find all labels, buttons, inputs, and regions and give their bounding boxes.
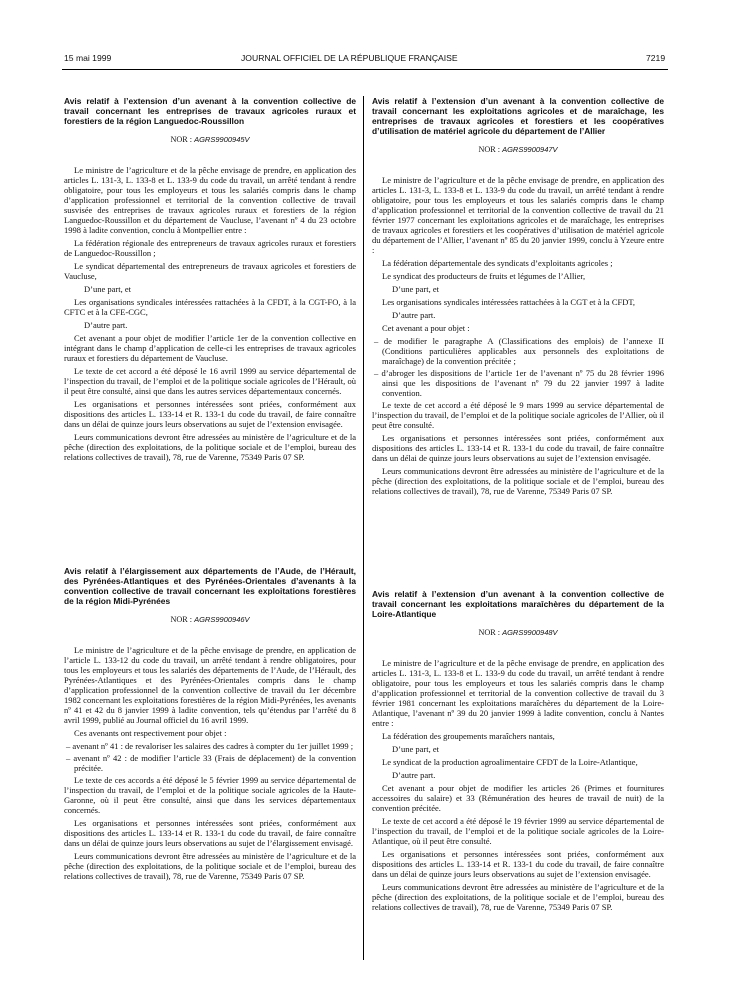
paragraph: La fédération des groupements maraîchers nantais, — [382, 731, 555, 741]
notice-body — [372, 175, 664, 496]
paragraph: D’une part, et — [392, 744, 439, 754]
notice-article — [372, 96, 664, 556]
paragraph: Leurs communications devront être adressées au ministère de l’agriculture et de la pêche (direction des exploitations, de la politique sociale et de l’emploi, bureau des relations collectives de travail), 78, rue de Varenne, 75349 Paris 07 SP. — [372, 882, 664, 912]
paragraph: Les organisations et personnes intéressées sont priées, conformément aux dispositions des articles L. 133-14 et R. 133-1 du code du travail, de faire connaître dans un délai de quinze jours leurs observations au sujet de l’extension envisagée. — [372, 849, 664, 879]
nor-code: AGRS9900945V — [194, 135, 250, 144]
paragraph: Le texte de cet accord a été déposé le 9 mars 1999 au service départemental de l’inspection du travail, de l’emploi et de la politique sociale agricoles de l’Allier, où il peut être consulté. — [372, 400, 664, 430]
paragraph: D’une part, et — [84, 284, 131, 294]
notice-title: Avis relatif à l’extension d’un avenant à la convention collective de travail concernant les exploitations maraîchères du département de la Loire-Atlantique — [372, 589, 664, 619]
paragraph: Cet avenant a pour objet de modifier l’article 1er de la convention collective en intégrant dans le champ d’application de celle-ci les entreprises de travaux agricoles ruraux et forestiers du département de Vaucluse. — [64, 333, 356, 363]
notice-body — [64, 165, 356, 462]
header-rule — [62, 69, 668, 70]
header-page-number: 7219 — [646, 53, 666, 63]
paragraph: Leurs communications devront être adressées au ministère de l’agriculture et de la pêche (direction des exploitations, de la politique sociale et de l’emploi, bureau des relations collectives de travail), 78, rue de Varenne, 75349 Paris 07 SP. — [64, 432, 356, 462]
list-item: – de modifier le paragraphe A (Classifications des emplois) de l’annexe II (Conditions particulières applicables aux personnels des exploitations de maraîchage) de la convention précitée ; — [374, 336, 664, 366]
nor-reference — [372, 145, 664, 155]
nor-code: AGRS9900946V — [194, 615, 250, 624]
paragraph: Les organisations syndicales intéressées rattachées à la CGT et à la CFDT, — [382, 297, 636, 307]
list-item: – avenant nº 42 : de modifier l’article 33 (Frais de déplacement) de la convention précitée. — [66, 753, 356, 773]
paragraph: Ces avenants ont respectivement pour objet : — [74, 728, 227, 738]
header-journal-title: JOURNAL OFFICIEL DE LA RÉPUBLIQUE FRANÇAISE — [241, 53, 458, 63]
right-column — [372, 96, 664, 912]
nor-reference — [372, 628, 664, 638]
paragraph: Le ministre de l’agriculture et de la pêche envisage de prendre, en application des articles L. 131-3, L. 133-8 et L. 133-9 du code du travail, un arrêté tendant à rendre obligatoire, pour tous les employeurs et tous les salariés compris dans le champ d’application professionnel et territorial de la convention collective de travail du 3 février 1981 concernant les exploitations maraîchères du département de la Loire-Atlantique, l’avenant nº 39 du 20 janvier 1999 à ladite convention, conclu à Nantes entre : — [372, 658, 664, 728]
paragraph: D’autre part. — [84, 320, 128, 330]
paragraph: La fédération régionale des entrepreneurs de travaux agricoles ruraux et forestiers de Languedoc-Roussillon ; — [64, 238, 356, 258]
notice-title: Avis relatif à l’élargissement aux départements de l’Aude, de l’Hérault, des Pyrénées-Atlantiques et des Pyrénées-Orientales d’avenants à la convention collective de travail concernant les exploitations forestières de la région Midi-Pyrénées — [64, 566, 356, 606]
notice-article — [64, 566, 356, 958]
paragraph: Le texte de ces accords a été déposé le 5 février 1999 au service départemental de l’inspection du travail, de l’emploi et de la politique sociale agricoles de la Haute-Garonne, où il peut être consulté, ainsi que dans les services départementaux concernés. — [64, 775, 356, 815]
paragraph: Le ministre de l’agriculture et de la pêche envisage de prendre, en application de l’article L. 133-12 du code du travail, un arrêté tendant à rendre obligatoires, pour tous les employeurs et tous les salariés des départements de l’Aude, de l’Hérault, des Pyrénées-Atlantiques et des Pyrénées-Orientales compris dans le champ d’application professionnel de la convention collective de travail du 1er décembre 1982 concernant les exploitations forestières de la région Midi-Pyrénées, les avenants nº 41 et 42 du 8 janvier 1999 à ladite convention, tels qu’étendus par l’arrêté du 8 avril 1999, publié au Journal officiel du 16 avril 1999. — [64, 645, 356, 725]
nor-code: AGRS9900948V — [502, 628, 558, 637]
left-column — [64, 96, 356, 881]
notice-article — [64, 96, 356, 536]
list-item: – d’abroger les dispositions de l’article 1er de l’avenant nº 75 du 28 février 1996 ainsi que les dispositions de l’avenant nº 79 du 22 janvier 1997 à ladite convention. — [374, 368, 664, 398]
paragraph: Le texte de cet accord a été déposé le 16 avril 1999 au service départemental de l’inspection du travail, de l’emploi et de la politique sociale agricoles de l’Hérault, où il peut être consulté, ainsi que dans les autres services départementaux concernés. — [64, 366, 356, 396]
notice-article — [372, 589, 664, 969]
paragraph: Les organisations syndicales intéressées rattachées à la CFDT, à la CGT-FO, à la CFTC et à la CFE-CGC, — [64, 297, 356, 317]
nor-label: NOR : — [478, 145, 501, 154]
header-date: 15 mai 1999 — [64, 53, 112, 63]
paragraph: Le ministre de l’agriculture et de la pêche envisage de prendre, en application des articles L. 131-3, L. 133-8 et L. 133-9 du code du travail, un arrêté tendant à rendre obligatoire, pour tous les employeurs et tous les salariés compris dans le champ d’application professionnel et territorial de la convention collective de travail du 21 février 1977 concernant les exploitations agricoles et de maraîchage, les entreprises de travaux agricoles et forestiers et les coopératives d’utilisation de matériel agricole du département de l’Allier, l’avenant nº 85 du 20 janvier 1999, conclu à Yzeure entre : — [372, 175, 664, 255]
paragraph: D’une part, et — [392, 284, 439, 294]
nor-code: AGRS9900947V — [502, 145, 558, 154]
nor-label: NOR : — [170, 615, 193, 624]
paragraph: Leurs communications devront être adressées au ministère de l’agriculture et de la pêche (direction des exploitations, de la politique sociale et de l’emploi, bureau des relations collectives de travail), 78, rue de Varenne, 75349 Paris 07 SP. — [64, 851, 356, 881]
paragraph: Les organisations et personnes intéressées sont priées, conformément aux dispositions des articles L. 133-14 et R. 133-1 du code du travail, de faire connaître dans un délai de quinze jours leurs observations au sujet de l’élargissement envisagé. — [64, 818, 356, 848]
nor-reference — [64, 135, 356, 145]
nor-reference — [64, 615, 356, 625]
paragraph: Cet avenant a pour objet de modifier les articles 26 (Primes et fournitures accessoires du salaire) et 33 (Rémunération des heures de travail de nuit) de la convention précitée. — [372, 783, 664, 813]
nor-label: NOR : — [170, 135, 193, 144]
paragraph: Le ministre de l’agriculture et de la pêche envisage de prendre, en application des articles L. 131-3, L. 133-8 et L. 133-9 du code du travail, un arrêté tendant à rendre obligatoire, pour tous les employeurs et tous les salariés compris dans le champ d’application professionnel et territorial de la convention collective de travail susvisée des entreprises de travaux agricoles ruraux et forestiers de la région Languedoc-Roussillon et du département de Vaucluse, l’avenant nº 4 du 23 octobre 1998 à ladite convention, conclu à Montpellier entre : — [64, 165, 356, 235]
notice-body — [372, 658, 664, 912]
paragraph: Leurs communications devront être adressées au ministère de l’agriculture et de la pêche (direction des exploitations, de la politique sociale et de l’emploi, bureau des relations collectives de travail), 78, rue de Varenne, 75349 Paris 07 SP. — [372, 466, 664, 496]
paragraph: Les organisations et personnes intéressées sont priées, conformément aux dispositions des articles L. 133-14 et R. 133-1 du code du travail, de faire connaître dans un délai de quinze jours leurs observations au sujet de l’extension envisagée. — [64, 399, 356, 429]
paragraph: Les organisations et personnes intéressées sont priées, conformément aux dispositions des articles L. 133-14 et R. 133-1 du code du travail, de faire connaître dans un délai de quinze jours leurs observations au sujet de l’extension envisagée. — [372, 433, 664, 463]
paragraph: Le syndicat des producteurs de fruits et légumes de l’Allier, — [382, 271, 586, 281]
nor-label: NOR : — [478, 628, 501, 637]
paragraph: Le syndicat de la production agroalimentaire CFDT de la Loire-Atlantique, — [382, 757, 638, 767]
notice-title: Avis relatif à l’extension d’un avenant à la convention collective de travail concernant les entreprises de travaux agricoles ruraux et forestiers de la région Languedoc-Roussillon — [64, 96, 356, 126]
notice-body — [64, 645, 356, 881]
notice-title: Avis relatif à l’extension d’un avenant à la convention collective de travail concernant les exploitations agricoles et de maraîchage, les entreprises de travaux agricoles et forestiers et les coopératives d’utilisation de matériel agricole du département de l’Allier — [372, 96, 664, 136]
page-header — [0, 53, 731, 67]
paragraph: La fédération départementale des syndicats d’exploitants agricoles ; — [382, 258, 613, 268]
paragraph: Le syndicat départemental des entrepreneurs de travaux agricoles et forestiers de Vaucluse, — [64, 261, 356, 281]
list-item: – avenant nº 41 : de revaloriser les salaires des cadres à compter du 1er juillet 1999 ; — [66, 741, 354, 751]
paragraph: Le texte de cet accord a été déposé le 19 février 1999 au service départemental de l’inspection du travail, de l’emploi et de la politique sociale agricoles de la Loire-Atlantique, où il peut être consulté. — [372, 816, 664, 846]
paragraph: Cet avenant a pour objet : — [382, 323, 470, 333]
paragraph: D’autre part. — [392, 310, 436, 320]
column-divider — [363, 96, 364, 960]
paragraph: D’autre part. — [392, 770, 436, 780]
